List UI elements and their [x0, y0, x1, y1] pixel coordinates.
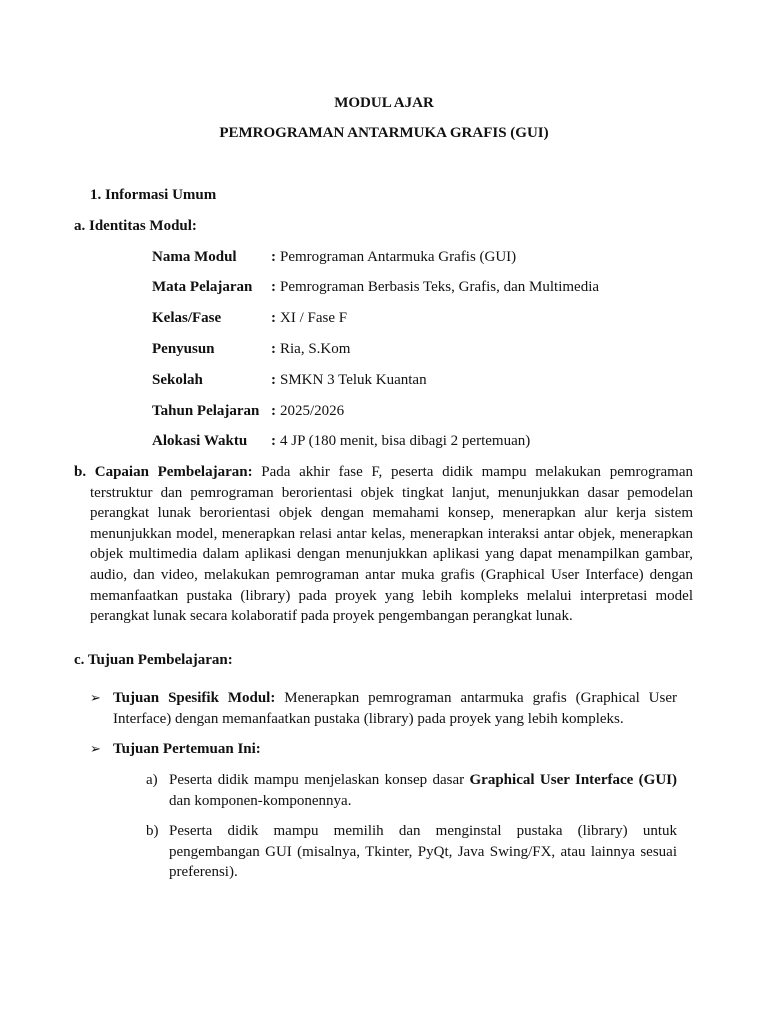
identity-colon: : — [271, 249, 276, 265]
identity-value: 4 JP (180 menit, bisa dibagi 2 pertemuan) — [280, 433, 531, 449]
identity-label: Nama Modul — [152, 249, 237, 265]
identity-label: Tahun Pelajaran — [152, 403, 260, 419]
identity-value: Ria, S.Kom — [280, 341, 351, 357]
identity-value: XI / Fase F — [280, 310, 348, 326]
subsection-heading-tujuan-pembelajaran: c. Tujuan Pembelajaran: — [74, 652, 233, 668]
bullet-label: Tujuan Spesifik Modul: — [113, 690, 276, 706]
identity-label: Kelas/Fase — [152, 310, 222, 326]
bullet-tujuan-spesifik — [90, 688, 677, 729]
list-item-text-before: Peserta didik mampu menjelaskan konsep dasar — [169, 772, 465, 788]
list-marker: b) — [146, 823, 159, 839]
list-marker: a) — [146, 772, 158, 788]
list-item-text-bold: Graphical User Interface (GUI) — [469, 772, 677, 788]
subsection-heading-identitas-modul: a. Identitas Modul: — [74, 218, 197, 234]
identity-label: Mata Pelajaran — [152, 279, 253, 295]
capaian-text: Pada akhir fase F, peserta didik mampu melakukan pemrograman terstruktur dan pemrograman berorientasi objek tingkat lanjut, menunjukkan dasar pemodelan perangkat lunak berorientasi objek dengan memahami konsep, menerapkan alur kerja sistem menunjukkan model, menerapkan relasi antar kelas, menerapkan interaksi antar objek, menerapkan objek multimedia dalam aplikasi dengan menunjukkan aplikasi yang dapat menampilkan gambar, audio, dan video, melakukan pemrograman antar muka grafis (Graphical User Interface) dengan memanfaatkan pustaka (library) pada proyek yang lebih kompleks melalui interpretasi model perangkat lunak secara kolaboratif pada proyek pengembangan perangkat lunak. — [90, 464, 694, 625]
arrow-bullet-icon: ➢ — [90, 690, 101, 705]
document-title: MODUL AJAR — [334, 95, 434, 111]
list-item-a — [146, 770, 677, 811]
identity-value: 2025/2026 — [280, 403, 345, 419]
identity-value: Pemrograman Berbasis Teks, Grafis, dan Multimedia — [280, 279, 600, 295]
list-item-text — [169, 770, 677, 811]
identity-label: Sekolah — [152, 372, 203, 388]
identity-colon: : — [271, 403, 276, 419]
identity-value: SMKN 3 Teluk Kuantan — [280, 372, 427, 388]
arrow-bullet-icon: ➢ — [90, 741, 101, 756]
identity-colon: : — [271, 341, 276, 357]
identity-colon: : — [271, 372, 276, 388]
identity-colon: : — [271, 279, 276, 295]
list-item-b — [146, 821, 677, 883]
capaian-pembelajaran-paragraph — [74, 462, 693, 627]
capaian-label: b. Capaian Pembelajaran: — [74, 464, 253, 480]
identity-colon: : — [271, 433, 276, 449]
identity-colon: : — [271, 310, 276, 326]
bullet-body: Menerapkan pemrograman antarmuka grafis (Graphical User Interface) dengan memanfaatkan pustaka (library) pada proyek yang lebih kompleks. — [113, 690, 678, 727]
bullet-label: Tujuan Pertemuan Ini: — [113, 741, 261, 757]
identity-value: Pemrograman Antarmuka Grafis (GUI) — [280, 249, 517, 265]
identity-label: Alokasi Waktu — [152, 433, 248, 449]
list-item-text-after: dan komponen-komponennya. — [169, 792, 352, 809]
list-item-text: Peserta didik mampu memilih dan menginstal pustaka (library) untuk pengembangan GUI (misalnya, Tkinter, PyQt, Java Swing/FX, atau lainnya sesuai preferensi). — [169, 823, 677, 881]
bullet-text — [113, 688, 677, 729]
document-subtitle: PEMROGRAMAN ANTARMUKA GRAFIS (GUI) — [219, 125, 549, 141]
bullet-text — [113, 739, 677, 760]
section-heading-informasi-umum: 1. Informasi Umum — [90, 187, 217, 203]
identity-label: Penyusun — [152, 341, 215, 357]
bullet-tujuan-pertemuan — [90, 739, 677, 760]
